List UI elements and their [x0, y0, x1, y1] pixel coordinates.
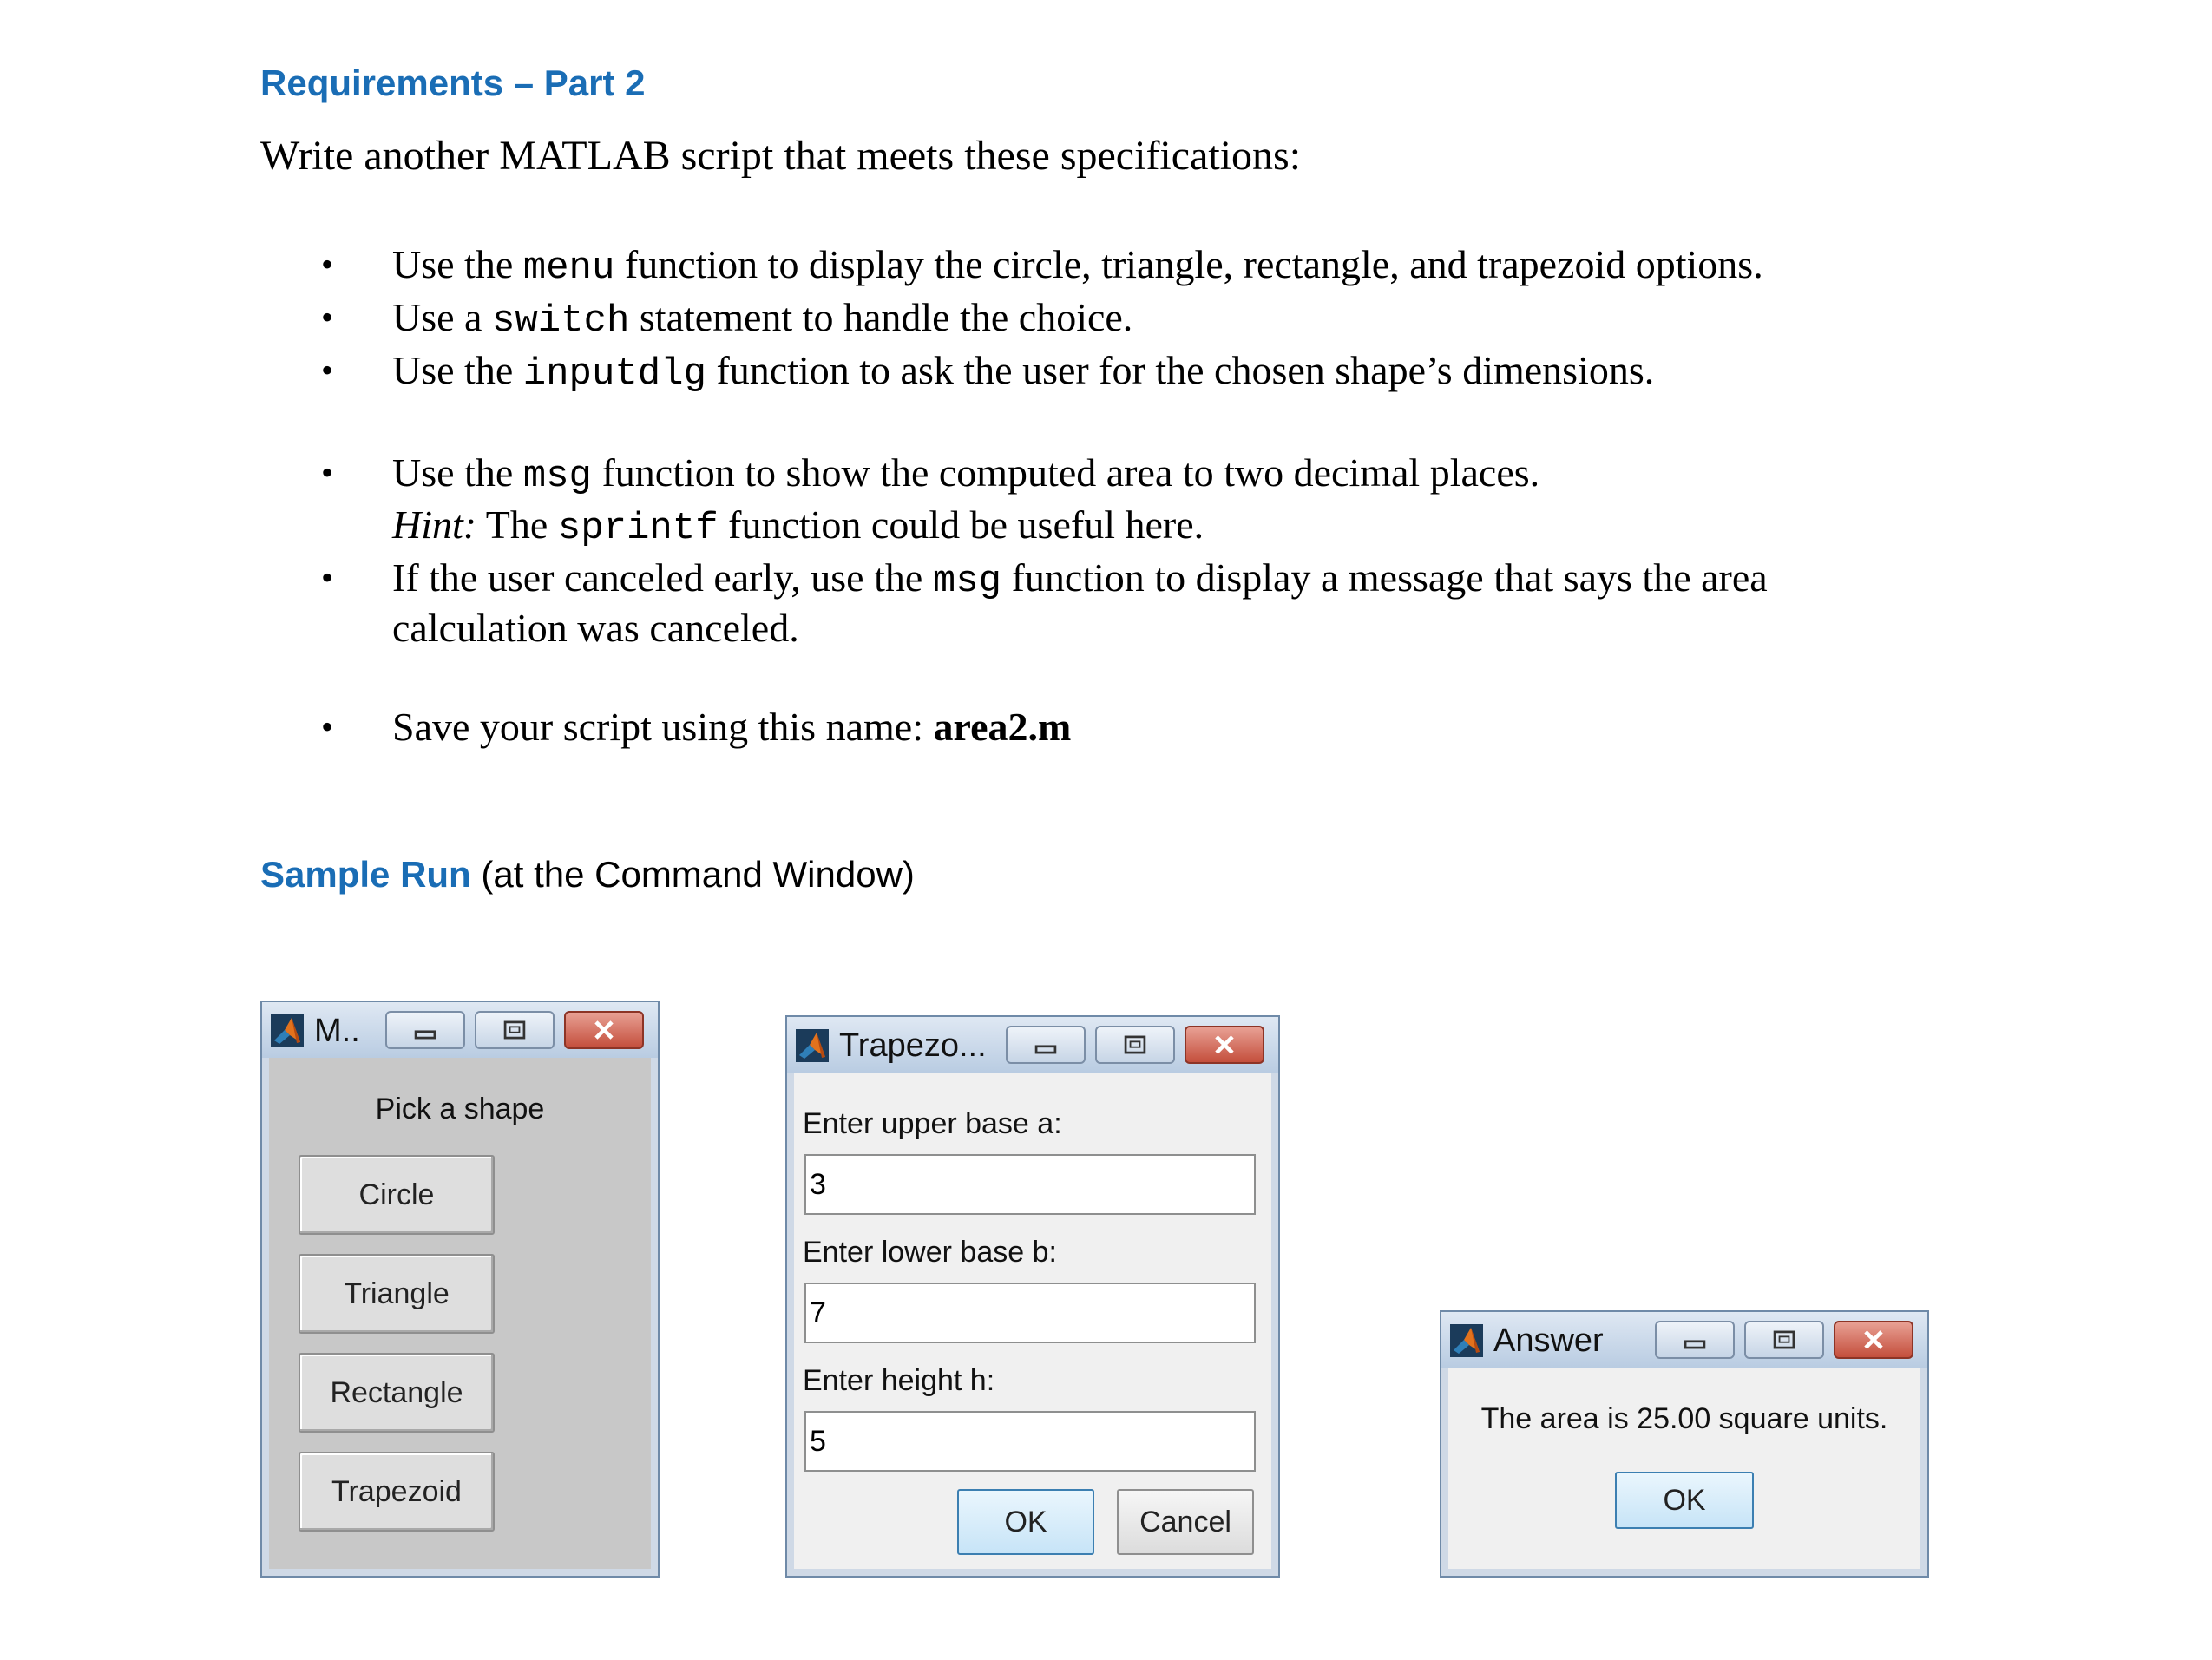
- trapezoid-button[interactable]: Trapezoid: [299, 1452, 495, 1532]
- matlab-icon: [796, 1029, 829, 1062]
- code-term: inputdlg: [522, 352, 706, 396]
- filename: area2.m: [933, 705, 1072, 749]
- maximize-button[interactable]: [1744, 1321, 1824, 1359]
- title-bar[interactable]: [787, 1017, 1278, 1073]
- upper-base-label: Enter upper base a:: [803, 1107, 1062, 1140]
- close-icon: [1835, 1322, 1912, 1357]
- height-label: Enter height h:: [803, 1364, 995, 1397]
- code-term: msg: [522, 455, 592, 498]
- bullet-icon: •: [321, 245, 334, 284]
- answer-message: The area is 25.00 square units.: [1480, 1402, 1888, 1435]
- close-icon: [566, 1013, 642, 1047]
- menu-dialog: [260, 1001, 660, 1578]
- section-heading-sample-run: Sample Run (at the Command Window): [260, 854, 915, 895]
- bullet-icon: •: [321, 351, 334, 390]
- code-term: switch: [491, 299, 630, 343]
- matlab-icon: [271, 1014, 304, 1047]
- bullet-icon: •: [321, 707, 334, 746]
- minimize-button[interactable]: [385, 1011, 465, 1049]
- close-button[interactable]: [564, 1011, 644, 1049]
- cancel-button[interactable]: Cancel: [1117, 1489, 1254, 1555]
- height-input[interactable]: 5: [804, 1411, 1256, 1472]
- code-term: menu: [522, 246, 615, 290]
- close-button[interactable]: [1185, 1026, 1264, 1064]
- code-term: sprintf: [557, 507, 719, 550]
- triangle-button[interactable]: Triangle: [299, 1254, 495, 1334]
- maximize-icon: [1097, 1027, 1173, 1062]
- minimize-icon: [1657, 1322, 1733, 1357]
- window-title: M..: [314, 1013, 360, 1049]
- close-button[interactable]: [1834, 1321, 1913, 1359]
- minimize-icon: [387, 1013, 463, 1047]
- section-heading-requirements: Requirements – Part 2: [260, 62, 646, 103]
- window-title: Trapezo...: [839, 1027, 987, 1064]
- upper-base-input[interactable]: 3: [804, 1154, 1256, 1215]
- answer-dialog: [1440, 1310, 1929, 1578]
- circle-button[interactable]: Circle: [299, 1155, 495, 1235]
- maximize-icon: [476, 1013, 553, 1047]
- minimize-button[interactable]: [1006, 1026, 1086, 1064]
- ok-button[interactable]: OK: [1615, 1472, 1754, 1529]
- bullet-icon: •: [321, 298, 334, 337]
- input-client-area: [794, 1073, 1271, 1569]
- minimize-icon: [1008, 1027, 1084, 1062]
- bullet-icon: •: [321, 558, 334, 597]
- code-term: msg: [932, 560, 1002, 603]
- maximize-button[interactable]: [475, 1011, 555, 1049]
- maximize-button[interactable]: [1095, 1026, 1175, 1064]
- rectangle-button[interactable]: Rectangle: [299, 1353, 495, 1433]
- ok-button[interactable]: OK: [957, 1489, 1094, 1555]
- answer-client-area: [1448, 1368, 1920, 1569]
- minimize-button[interactable]: [1655, 1321, 1735, 1359]
- title-bar[interactable]: [262, 1002, 658, 1058]
- menu-client-area: [269, 1058, 651, 1569]
- title-bar[interactable]: [1441, 1312, 1927, 1368]
- close-icon: [1186, 1027, 1263, 1062]
- lower-base-label: Enter lower base b:: [803, 1236, 1057, 1269]
- menu-prompt: Pick a shape: [375, 1092, 545, 1125]
- matlab-icon: [1450, 1324, 1483, 1357]
- window-title: Answer: [1493, 1322, 1604, 1359]
- lower-base-input[interactable]: 7: [804, 1283, 1256, 1343]
- intro-paragraph: Write another MATLAB script that meets these specifications:: [260, 133, 1302, 179]
- bullet-icon: •: [321, 453, 334, 492]
- maximize-icon: [1746, 1322, 1822, 1357]
- input-dialog: [785, 1015, 1280, 1578]
